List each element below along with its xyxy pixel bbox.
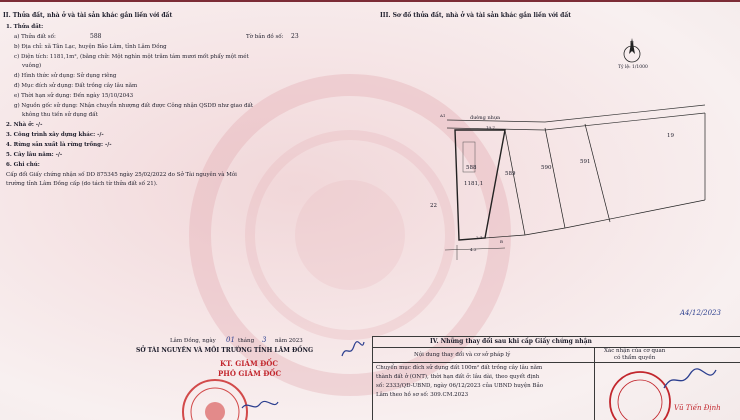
corner-mark-4-3: 4.3 — [470, 247, 477, 252]
signature-scribble-icon — [340, 340, 366, 360]
parcel-588-label: 588 — [466, 165, 477, 171]
signer-name: Vũ Tiến Định — [674, 404, 721, 412]
usage-origin-line-2: không thu tiền sử dụng đất — [22, 112, 98, 118]
usage-purpose: đ) Mục đích sử dụng: Đất trồng cây lâu năm — [14, 83, 138, 89]
district-signature-icon — [660, 366, 720, 394]
other-construction-line: 3. Công trình xây dựng khác: -/- — [6, 132, 104, 138]
change-line-2: thành đất ở (ONT), thời hạn đất ở: lâu dài, theo quyết định — [376, 374, 540, 380]
area-line-1: c) Diện tích: 1181,1m², (bằng chữ: Một nghìn một trăm tám mươi mốt phẩy một mét — [14, 54, 249, 60]
change-line-3: số: 2333/QĐ-UBND, ngày 06/12/2023 của UBND huyện Bảo — [376, 383, 544, 389]
note-line-1: Cấp đổi Giấy chứng nhận số DD 875345 ngày 25/02/2022 do Sở Tài nguyên và Môi — [6, 172, 237, 178]
issuing-org: SỞ TÀI NGUYÊN VÀ MÔI TRƯỜNG TỈNH LÂM ĐỒNG — [136, 347, 314, 354]
stamp-number: A4/12/2023 — [680, 309, 721, 317]
table-column-divider — [594, 347, 595, 420]
usage-term: e) Thời hạn sử dụng: Đến ngày 15/10/2043 — [14, 93, 134, 99]
table-header-divider — [372, 347, 740, 348]
parcel-19-label: 19 — [667, 133, 674, 139]
corner-mark-2-1: 2.1 — [476, 235, 483, 240]
column-confirm-header-2: có thẩm quyền — [614, 355, 656, 361]
address: b) Địa chỉ: xã Tân Lạc, huyện Bảo Lâm, tỉnh Lâm Đồng — [14, 44, 167, 50]
map-sheet-label: Tờ bản đồ số: — [246, 34, 284, 40]
parcel-area-label: 1181,1 — [464, 181, 484, 187]
parcel-number-value: 588 — [90, 33, 102, 40]
planted-forest-line: 4. Rừng sản xuất là rừng trồng: -/- — [6, 142, 112, 148]
table-top-border — [372, 336, 740, 337]
section-ii-title: II. Thửa đất, nhà ở và tài sản khác gắn liền với đất — [3, 12, 173, 19]
top-border — [0, 0, 740, 2]
column-content-header: Nội dung thay đổi và cơ sở pháp lý — [414, 352, 511, 358]
svg-text:N: N — [630, 41, 634, 47]
usage-origin-line-1: g) Nguồn gốc sử dụng: Nhận chuyển nhượng đất được Công nhận QSDĐ như giao đất — [14, 103, 254, 109]
year-label: năm 2023 — [275, 338, 303, 344]
parcel-591-label: 591 — [580, 159, 591, 165]
parcel-22-label: 22 — [430, 203, 437, 209]
area-line-2: vuông) — [22, 63, 42, 69]
section-iii-title: III. Sơ đồ thửa đất, nhà ở và tài sản khác gắn liền với đất — [380, 12, 572, 19]
parcel-number-label: a) Thửa đất số: — [14, 34, 56, 40]
compass-north-arrow-icon — [620, 36, 644, 66]
change-line-1: Chuyển mục đích sử dụng đất 100m² đất trồng cây lâu năm — [376, 365, 543, 371]
note-heading: 6. Ghi chú: — [6, 162, 40, 168]
table-columns-divider — [372, 362, 740, 363]
parcel-heading: 1. Thửa đất: — [6, 24, 44, 30]
map-scale: Tỷ lệ: 1/1000 — [618, 65, 648, 70]
deputy-director: PHÓ GIÁM ĐỐC — [218, 369, 282, 378]
road-label: đường nhựa — [470, 115, 501, 121]
perennial-trees-line: 5. Cây lâu năm: -/- — [6, 152, 63, 158]
change-line-4: Lâm theo hồ sơ số: 309.CM.2023 — [376, 392, 469, 398]
month-label: tháng — [238, 338, 255, 344]
table-left-border — [372, 336, 373, 420]
deputy-signature-icon — [240, 398, 280, 414]
section-iv-title: IV. Những thay đổi sau khi cấp Giấy chứng nhận — [430, 338, 592, 345]
note-line-2: trường tỉnh Lâm Đồng cấp (do tách từ thửa đất số 21). — [6, 181, 158, 187]
corner-mark-width: 19.7 — [486, 125, 495, 130]
corner-mark-b: B — [500, 239, 503, 244]
corner-mark-a1: A1 — [440, 113, 446, 118]
map-sheet-value: 23 — [291, 33, 299, 40]
day-value: 01 — [226, 336, 235, 344]
month-value: 3 — [262, 336, 267, 344]
house-line: 2. Nhà ở: -/- — [6, 122, 43, 128]
usage-form: d) Hình thức sử dụng: Sử dụng riêng — [14, 73, 117, 79]
parcel-589-label: 589 — [505, 171, 516, 177]
kt-director: KT. GIÁM ĐỐC — [220, 359, 278, 368]
parcel-590-label: 590 — [541, 165, 552, 171]
parcel-diagram — [415, 100, 735, 260]
column-confirm-header-1: Xác nhận của cơ quan — [604, 348, 666, 354]
place-date-label: Lâm Đồng, ngày — [170, 338, 216, 344]
